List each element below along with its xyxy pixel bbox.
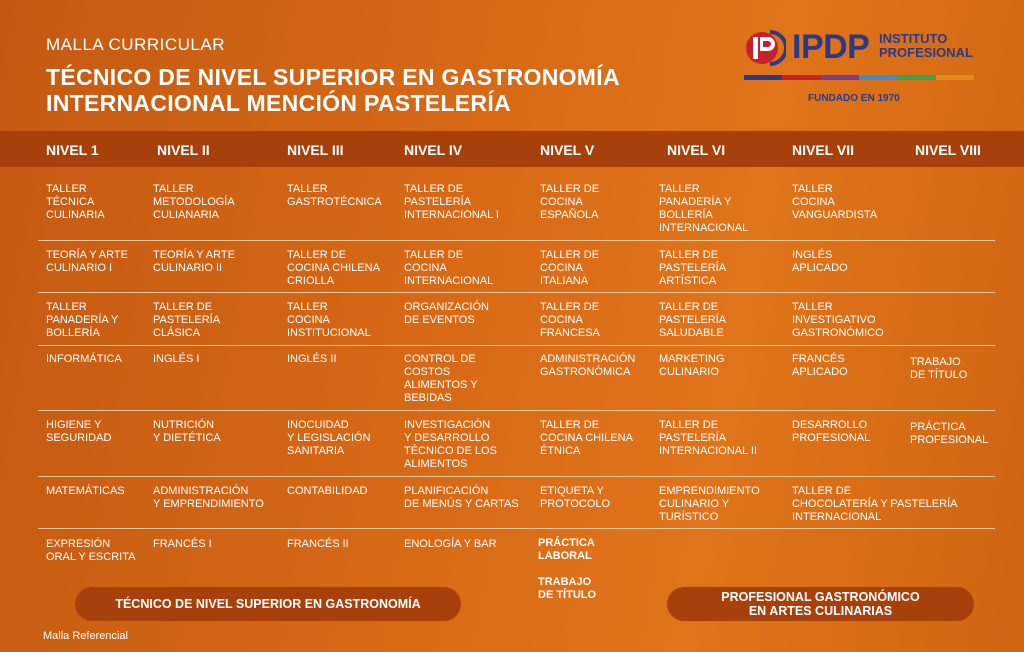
pill-tecnico: TÉCNICO DE NIVEL SUPERIOR EN GASTRONOMÍA [75,587,461,621]
course-col3-1: TALLER DE COCINA CHILENA CRIOLLA [287,249,380,287]
course-col4-2: ORGANIZACIÓN DE EVENTOS [404,301,489,326]
course-col5-4: TALLER DE COCINA CHILENA ÉTNICA [540,419,633,457]
course-col6-0: TALLER PANADERÍA Y BOLLERÍA INTERNACIONAL [659,183,749,234]
level-header-2: NIVEL II [157,142,210,158]
row-divider [38,292,995,293]
course-col3-6: FRANCÉS II [287,538,349,550]
course-col3-3: INGLÉS II [287,353,337,365]
logo-line-2: PROFESIONAL [879,45,973,60]
level-header-7: NIVEL VII [792,142,854,158]
level-header-3: NIVEL III [287,142,344,158]
course-col4-3: CONTROL DE COSTOS ALIMENTOS Y BEBIDAS [404,353,478,404]
course-col5-1: TALLER DE COCINA ITALIANA [540,249,600,287]
row-divider [38,476,995,477]
level-header-1: NIVEL 1 [46,142,99,158]
course-col5-0: TALLER DE COCINA ESPAÑOLA [540,183,600,221]
title-line-1: TÉCNICO DE NIVEL SUPERIOR EN GASTRONOMÍA [46,64,620,90]
ipdp-logo-mark-icon [744,30,786,66]
course-col6-4: TALLER DE PASTELERÍA INTERNACIONAL II [659,419,757,457]
course-col7-1: INGLÉS APLICADO [792,249,848,274]
row-divider [38,528,995,529]
course-col3-5: CONTABILIDAD [287,485,368,497]
course-col2-6: FRANCÉS I [153,538,212,550]
course-col1-0: TALLER TÉCNICA CULINARIA [46,183,105,221]
course-col2-3: INGLÉS I [153,353,200,365]
course-col1-3: INFORMÁTICA [46,353,122,365]
course-col7-0: TALLER COCINA VANGUARDISTA [792,183,878,221]
logo-founded: FUNDADO EN 1970 [808,93,900,104]
course-col6-3: MARKETING CULINARIO [659,353,725,378]
logo-line-1: INSTITUTO [879,31,948,46]
page-kicker: MALLA CURRICULAR [46,35,225,54]
course-col3-2: TALLER COCINA INSTITUCIONAL [287,301,371,339]
course-col5-3: ADMINISTRACIÓN GASTRONÓMICA [540,353,636,378]
course-col2-0: TALLER METODOLOGÍA CULIANARIA [153,183,235,221]
course-col5_extra-1: TRABAJO DE TÍTULO [538,576,597,601]
course-col5_extra-0: PRÁCTICA LABORAL [538,537,595,562]
levels-header-band [0,131,1024,167]
course-col4-5: PLANIFICACIÓN DE MENÚS Y CARTAS [404,485,519,510]
course-col4-0: TALLER DE PASTELERÍA INTERNACIONAL I [404,183,499,221]
course-col3-4: INOCUIDAD Y LEGISLACIÓN SANITARIA [287,419,371,457]
course-col8-1: PRÁCTICA PROFESIONAL [910,421,989,446]
course-col7-5: TALLER DE CHOCOLATERÍA Y PASTELERÍA INTERNACIONAL [792,485,958,523]
row-divider [38,410,995,411]
level-header-5: NIVEL V [540,142,595,158]
course-col2-2: TALLER DE PASTELERÍA CLÁSICA [153,301,221,339]
course-col7-4: DESARROLLO PROFESIONAL [792,419,871,444]
pill-profesional: PROFESIONAL GASTRONÓMICO EN ARTES CULINARIAS [667,587,974,621]
course-col6-1: TALLER DE PASTELERÍA ARTÍSTICA [659,249,727,287]
course-col1-5: MATEMÁTICAS [46,485,125,497]
course-col6-5: EMPRENDIMIENTO CULINARIO Y TURÍSTICO [659,485,760,523]
course-col1-2: TALLER PANADERÍA Y BOLLERÍA [46,301,119,339]
level-header-8: NIVEL VIII [915,142,981,158]
title-line-2: INTERNACIONAL MENCIÓN PASTELERÍA [46,90,511,116]
logo-color-bar [744,75,974,80]
course-col5-5: ETIQUETA Y PROTOCOLO [540,485,611,510]
course-col7-3: FRANCÉS APLICADO [792,353,848,378]
course-col4-4: INVESTIGACIÓN Y DESARROLLO TÉCNICO DE LOS ALIMENTOS [404,419,497,470]
logo-wordmark: IPDP [792,28,870,66]
ipdp-logo [742,28,977,110]
row-divider [38,240,995,241]
course-col4-6: ENOLOGÍA Y BAR [404,538,497,550]
course-col7-2: TALLER INVESTIGATIVO GASTRONÓMICO [792,301,884,339]
course-col2-4: NUTRICIÓN Y DIETÉTICA [153,419,221,444]
course-col2-5: ADMINISTRACIÓN Y EMPRENDIMIENTO [153,485,264,510]
course-col4-1: TALLER DE COCINA INTERNACIONAL [404,249,494,287]
course-col2-1: TEORÍA Y ARTE CULINARIO II [153,249,235,274]
course-col1-4: HIGIENE Y SEGURIDAD [46,419,112,444]
course-col5-2: TALLER DE COCINA FRANCESA [540,301,600,339]
footer-note: Malla Referencial [43,630,128,642]
course-col1-1: TEORÍA Y ARTE CULINARIO I [46,249,128,274]
logo-subtitle [879,32,973,60]
level-header-6: NIVEL VI [667,142,726,158]
level-header-4: NIVEL IV [404,142,463,158]
course-col3-0: TALLER GASTROTÉCNICA [287,183,382,208]
page-title [46,64,620,116]
course-col8-0: TRABAJO DE TÍTULO [910,356,968,381]
course-col6-2: TALLER DE PASTELERÍA SALUDABLE [659,301,727,339]
row-divider [38,345,995,346]
course-col1-6: EXPRESIÓN ORAL Y ESCRITA [46,538,136,563]
